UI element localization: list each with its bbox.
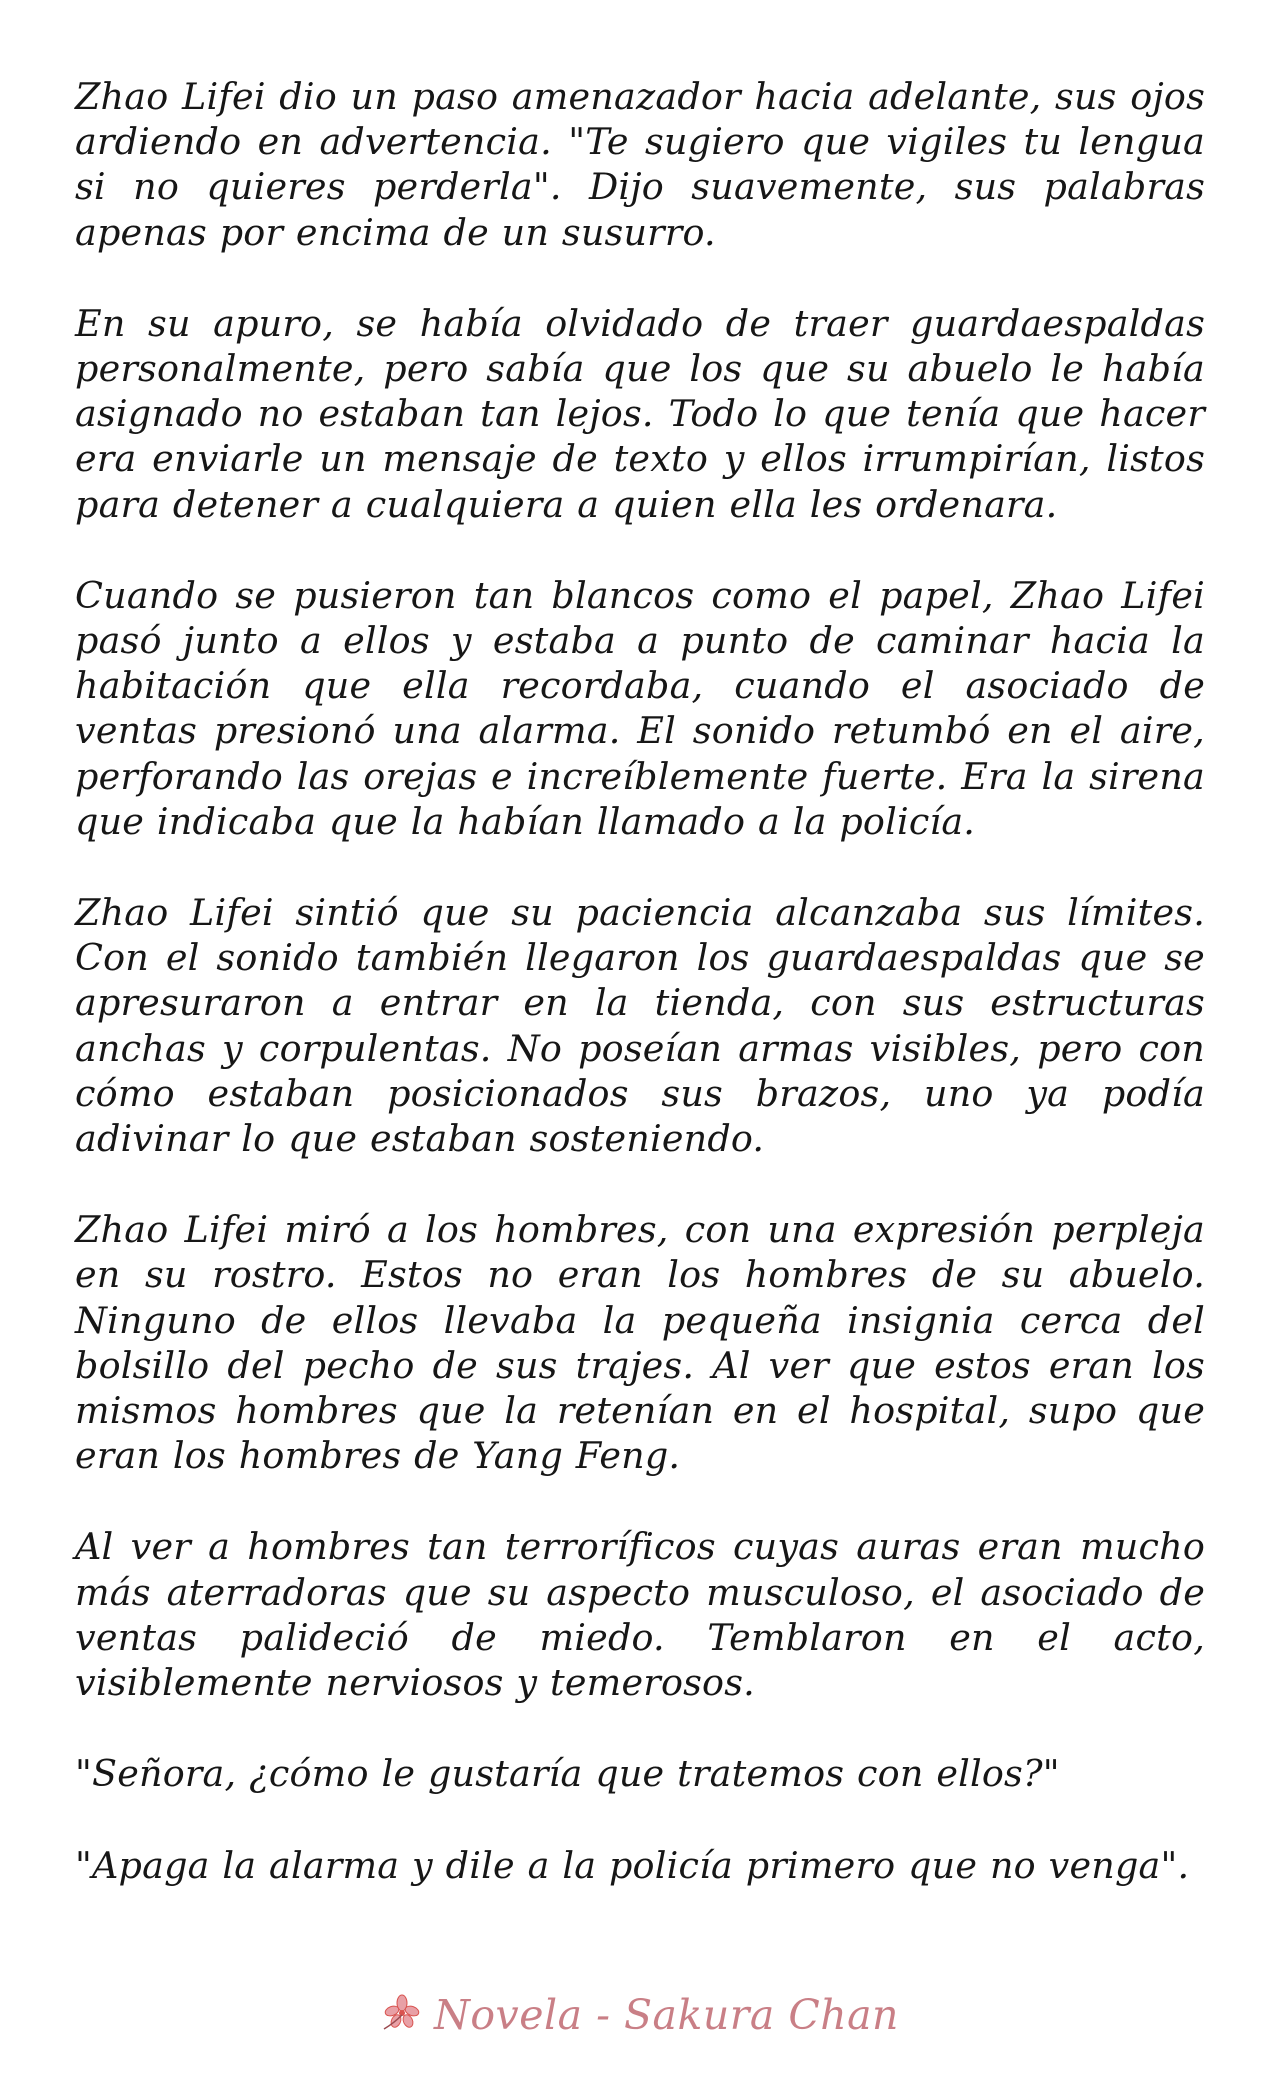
paragraph-4: Zhao Lifei sintió que su paciencia alcanzaba sus límites. Con el sonido también llegaron los guardaespaldas que se apresuraron a entrar en la tienda, con sus estructuras anchas y corpulentas. No poseían armas visibles, pero con cómo estaban posicionados sus brazos, uno ya podía adivinar lo que estaban sosteniendo. xyxy=(75,891,1205,1161)
paragraph-8: "Apaga la alarma y dile a la policía primero que no venga". xyxy=(75,1843,1190,1887)
paragraph-2: En su apuro, se había olvidado de traer guardaespaldas personalmente, pero sabía que los que su abuelo le había asignado no estaban tan lejos. Todo lo que tenía que hacer era enviarle un mensaje de texto y ellos irrumpirían, listos para detener a cualquiera a quien ella les ordenara. xyxy=(75,301,1205,526)
paragraph-1: Zhao Lifei dio un paso amenazador hacia adelante, sus ojos ardiendo en advertencia. "Te sugiero que vigiles tu lengua si no quieres perderla". Dijo suavemente, sus palabras apenas por encima de un susurro. xyxy=(75,75,1205,254)
paragraph-6: Al ver a hombres tan terroríficos cuyas auras eran mucho más aterradoras que su aspecto musculoso, el asociado de ventas palideció de miedo. Temblaron en el acto, visiblemente nerviosos y temerosos. xyxy=(75,1525,1205,1705)
paragraph-7: "Señora, ¿cómo le gustaría que tratemos con ellos?" xyxy=(75,1752,1060,1796)
paragraph-5: Zhao Lifei miró a los hombres, con una expresión perpleja en su rostro. Estos no eran los hombres de su abuelo. Ninguno de ellos llevaba la pequeña insignia cerca del bolsillo del pecho de sus trajes. Al ver que estos eran los mismos hombres que la retenían en el hospital, supo que eran los hombres de Yang Feng. xyxy=(75,1208,1205,1478)
paragraph-3: Cuando se pusieron tan blancos como el papel, Zhao Lifei pasó junto a ellos y estaba a punto de caminar hacia la habitación que ella recordaba, cuando el asociado de ventas presionó una alarma. El sonido retumbó en el aire, perforando las orejas e increíblemente fuerte. Era la sirena que indicaba que la habían llamado a la policía. xyxy=(75,573,1205,843)
sakura-flower-icon xyxy=(380,1993,426,2038)
document-body xyxy=(75,74,1205,1934)
watermark xyxy=(380,1985,899,2045)
watermark-text: Novela - Sakura Chan xyxy=(434,1991,899,2039)
